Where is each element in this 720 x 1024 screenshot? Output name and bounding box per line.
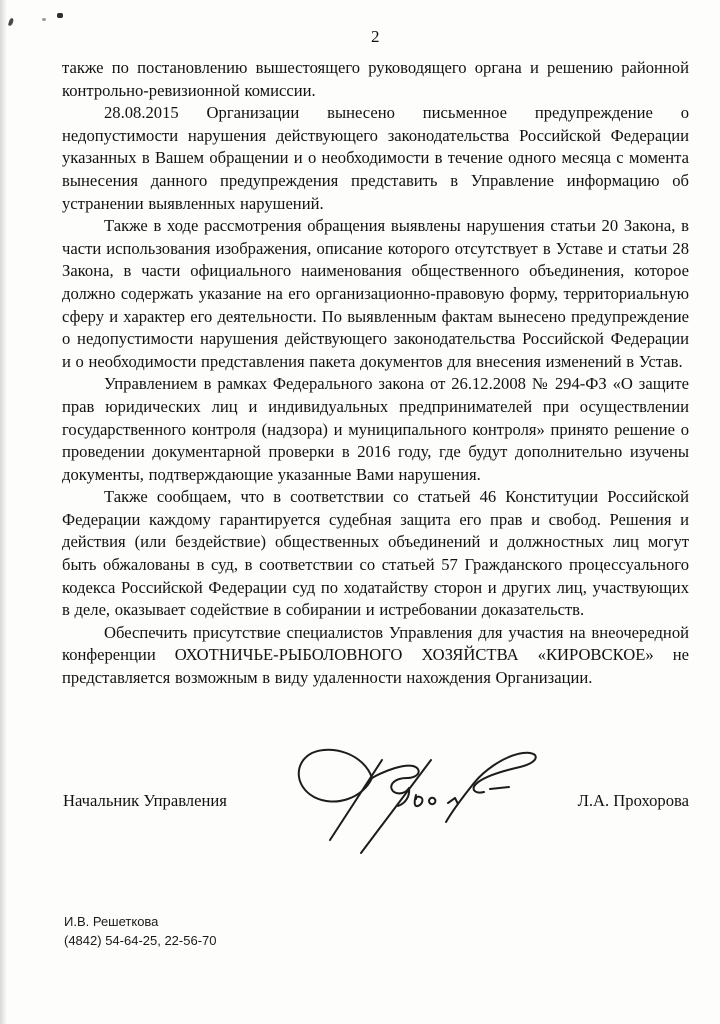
paragraph: также по постановлению вышестоящего руководящего органа и решению районной контрольно-ревизионной комиссии.	[62, 58, 689, 100]
page-number: 2	[371, 27, 380, 46]
paragraph: 28.08.2015 Организации вынесено письменное предупреждение о недопустимости нарушения действующего законодательства Российской Федерации указанных в Вашем обращении и о необходимости в течение одного месяца с момента вынесения данного предупреждения представить в Управление информацию об устранении выявленных нарушений.	[62, 103, 689, 213]
scan-edge-shadow	[0, 0, 7, 1024]
scan-artifact	[42, 18, 46, 21]
signer-name: Л.А. Прохорова	[577, 791, 689, 810]
scan-artifact	[57, 13, 63, 18]
paragraph: Также в ходе рассмотрения обращения выявлены нарушения статьи 20 Закона, в части использования изображения, описание которого отсутствует в Уставе и статьи 28 Закона, в части официального наименования общественного объединения, которое должно содержать указание на его организационно-правовую форму, территориальную сферу и характер его деятельности. По выявленным фактам вынесено предупреждение о недопустимости нарушения действующего законодательства Российской Федерации и о необходимости представления пакета документов для внесения изменений в Устав.	[62, 216, 689, 371]
signer-position-title: Начальник Управления	[63, 791, 227, 810]
paragraph: Управлением в рамках Федерального закона от 26.12.2008 № 294-ФЗ «О защите прав юридических лиц и индивидуальных предпринимателей при осуществлении государственного контроля (надзора) и муниципального контроля» принято решение о проведении документарной проверки в 2016 году, где будут дополнительно изучены документы, подтверждающие указанные Вами нарушения.	[62, 374, 689, 484]
executor-footer	[64, 912, 217, 950]
letter-body	[62, 57, 689, 690]
scan-artifact	[8, 18, 14, 27]
paragraph: Также сообщаем, что в соответствии со статьей 46 Конституции Российской Федерации каждому гарантируется судебная защита его прав и свобод. Решения и действия (или бездействие) общественных объединений и должностных лиц могут быть обжалованы в суд, в соответствии со статьей 57 Гражданского процессуального кодекса Российской Федерации суд по ходатайству сторон и других лиц, участвующих в деле, оказывает содействие в собирании и истребовании доказательств.	[62, 487, 689, 620]
executor-name: И.В. Решеткова	[64, 914, 159, 929]
executor-phones: (4842) 54-64-25, 22-56-70	[64, 933, 217, 948]
paragraph: Обеспечить присутствие специалистов Управления для участия на внеочередной конференции ОХОТНИЧЬЕ-РЫБОЛОВНОГО ХОЗЯЙСТВА «КИРОВСКОЕ» не представляется возможным в виду удаленности нахождения Организации.	[62, 622, 689, 688]
signature-row	[63, 791, 689, 811]
